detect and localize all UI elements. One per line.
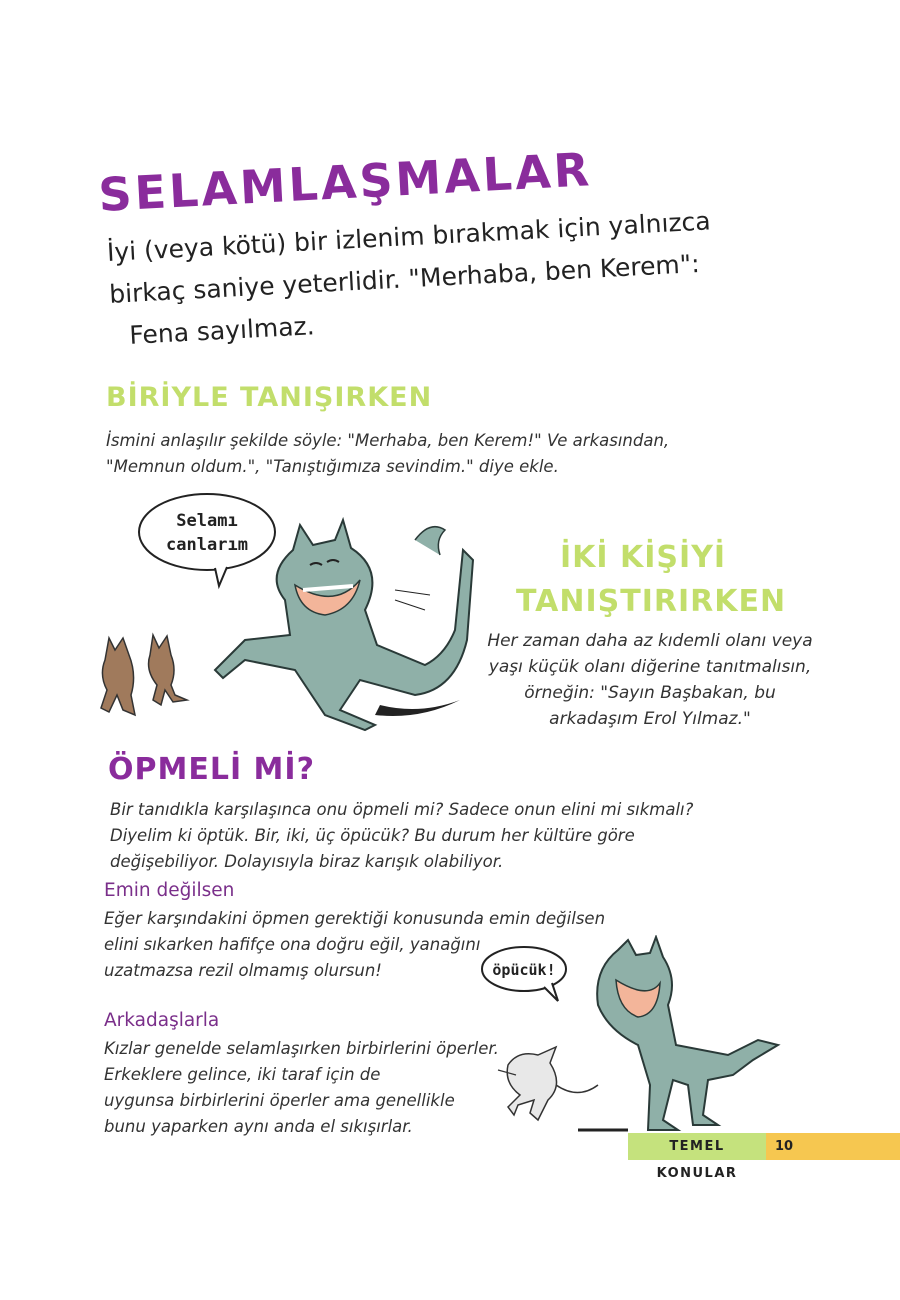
intro-paragraph	[106, 197, 772, 357]
small-characters-drawing	[101, 635, 187, 715]
heading-kiss: ÖPMELİ Mİ?	[108, 752, 315, 787]
kiss-line: Bir tanıdıkla karşılaşınca onu öpmeli mi? Sadece onun elini mi sıkmalı?	[110, 800, 694, 819]
friends-text	[104, 1036, 499, 1140]
introducing-line: örneğin: "Sayın Başbakan, bu	[524, 683, 776, 703]
greeting-cat-illustration	[95, 490, 485, 740]
intro-line: İyi (veya kötü) bir izlenim bırakmak için yalnızca	[106, 206, 712, 267]
unsure-line: uzatmazsa rezil olmamış olursun!	[104, 961, 382, 980]
kiss-line: Diyelim ki öptük. Bir, iki, üç öpücük? Bu durum her kültüre göre	[110, 826, 635, 845]
heading-meeting: BİRİYLE TANIŞIRKEN	[106, 382, 433, 413]
meeting-line: İsmini anlaşılır şekilde söyle: "Merhaba, ben Kerem!" Ve arkasından,	[106, 431, 670, 450]
friends-line: uygunsa birbirlerini öperler ama genellikle	[104, 1091, 455, 1110]
friends-line: Erkeklere gelince, iki taraf için de	[104, 1065, 381, 1084]
unsure-line: elini sıkarken hafifçe ona doğru eğil, yanağını	[104, 935, 481, 954]
friends-line: Kızlar genelde selamlaşırken birbirlerini öperler.	[104, 1039, 499, 1058]
kiss-cat-illustration	[478, 935, 800, 1150]
bubble-greeting-line2: canlarım	[166, 535, 248, 555]
introducing-line: arkadaşım Erol Yılmaz."	[549, 709, 751, 729]
heading-introducing-2: TANIŞTIRIRKEN	[516, 584, 787, 619]
speech-bubble-shape	[139, 494, 275, 570]
meeting-line: "Memnun oldum.", "Tanıştığımıza sevindim." diye ekle.	[106, 457, 559, 476]
heading-introducing-1: İKİ KİŞİYİ	[560, 540, 727, 575]
unsure-line: Eğer karşındakini öpmen gerektiği konusunda emin değilsen	[104, 909, 606, 928]
bubble-kiss-text: öpücük!	[492, 961, 556, 979]
cat-drawing	[597, 937, 778, 1130]
kiss-line: değişebiliyor. Dolayısıyla biraz karışık olabiliyor.	[110, 852, 504, 871]
kiss-text	[110, 797, 693, 875]
introducing-line: yaşı küçük olanı diğerine tanıtmalısın,	[488, 657, 812, 677]
intro-line: birkaç saniye yeterlidir. "Merhaba, ben Kerem":	[108, 248, 701, 309]
intro-line: Fena sayılmaz.	[128, 311, 316, 350]
meeting-text	[106, 428, 669, 480]
heading-friends: Arkadaşlarla	[104, 1010, 220, 1031]
introducing-line: Her zaman daha az kıdemli olanı veya	[487, 631, 813, 651]
page-number: 10	[775, 1139, 794, 1154]
friends-line: bunu yaparken aynı anda el sıkışırlar.	[104, 1117, 413, 1136]
page-title: SELAMLAŞMALAR	[97, 142, 594, 222]
bubble-greeting-line1: Selamı	[176, 511, 238, 531]
mouse-drawing	[498, 1047, 628, 1130]
footer-section-label: TEMEL KONULAR	[628, 1133, 766, 1160]
heading-unsure: Emin değilsen	[104, 880, 235, 901]
introducing-text	[470, 628, 830, 732]
